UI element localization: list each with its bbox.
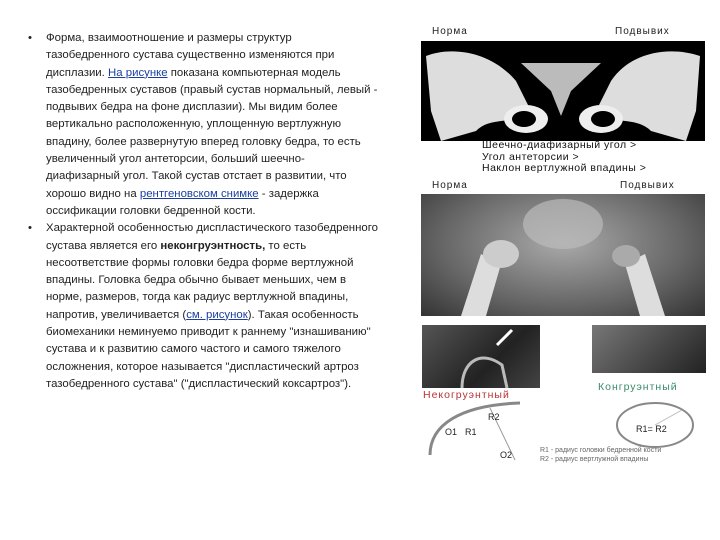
legend-line: R2 - радиус вертлужной впадины: [540, 456, 649, 463]
text: - задержка оссификации головки бедренной кости.: [46, 187, 319, 217]
bullet-item: [28, 220, 378, 393]
pelvis-3d-image: [421, 41, 705, 141]
bullet-dot: •: [28, 222, 32, 235]
o1-label: O1: [445, 427, 458, 437]
congruent-xray: [592, 325, 706, 373]
label-subluxation: Подвывих: [615, 26, 670, 37]
r2-label: R2: [488, 412, 500, 422]
bold-term: неконгруэнтность,: [160, 239, 266, 252]
text-column: [28, 30, 378, 393]
text: Форма, взаимоотношение и размеры структур тазобедренного сустава существенно изменяются при дисплазии.: [46, 32, 335, 79]
label-norm: Норма: [432, 26, 468, 37]
incongruent-xray: [422, 325, 540, 388]
o2-label: O2: [500, 450, 513, 460]
caption-line: Угол антеторсии >: [482, 150, 580, 163]
caption-line: Шеечно-диафизарный угол >: [482, 139, 637, 151]
incongruent-label: Некогруэнтный: [423, 389, 510, 401]
figure-caption: [482, 140, 646, 175]
see-figure-link[interactable]: см. рисунок: [186, 308, 248, 321]
text: Характерной особенностью диспластического тазобедренного сустава является его: [46, 222, 378, 252]
legend-line: R1 - радиус головки бедренной кости: [540, 447, 662, 454]
bullet-item: [28, 30, 378, 220]
text: ). Такая особенность биомеханики неминуемо приводит к раннему "изнашиванию" сустава и к развитию самого частого и самого тяжелого осложнения, которое называется "диспластический артроз тазобедренного сустава" ("диспластический коксартроз").: [46, 308, 371, 390]
figure-link[interactable]: На рисунке: [108, 66, 168, 79]
pelvis-xray-image: [421, 194, 705, 316]
label-subluxation-xray: Подвывих: [620, 180, 675, 191]
caption-line: Наклон вертлужной впадины >: [482, 162, 647, 174]
r1-label: R1: [465, 427, 477, 437]
text: то есть несоответствие формы головки бедра форме вертлужной впадины. Головка бедра обычно бывает меньших, чем в норме, размеров, тогда как радиус вертлужной впадины, напротив, увеличивается (: [46, 239, 354, 321]
label-norm-xray: Норма: [432, 180, 468, 191]
bullet-dot: •: [28, 32, 32, 44]
radius-legend: [540, 446, 661, 464]
equal-radius-label: R1= R2: [636, 424, 667, 434]
xray-link[interactable]: рентгеновском снимке: [139, 187, 259, 200]
text: показана компьютерная модель тазобедренных суставов (правый сустав нормальный, левый - подвывих бедра на фоне дисплазии). Мы видим более вертикально расположенную, уплощенную вертлужную впадину, более развернутую вперед головку бедра, то есть увеличенный угол антеторсии, больший шеечно-диафизарный угол. Такой сустав отстает в развитии, что хорошо видно на: [46, 66, 378, 200]
congruent-label: Конгруэнтный: [598, 381, 678, 393]
